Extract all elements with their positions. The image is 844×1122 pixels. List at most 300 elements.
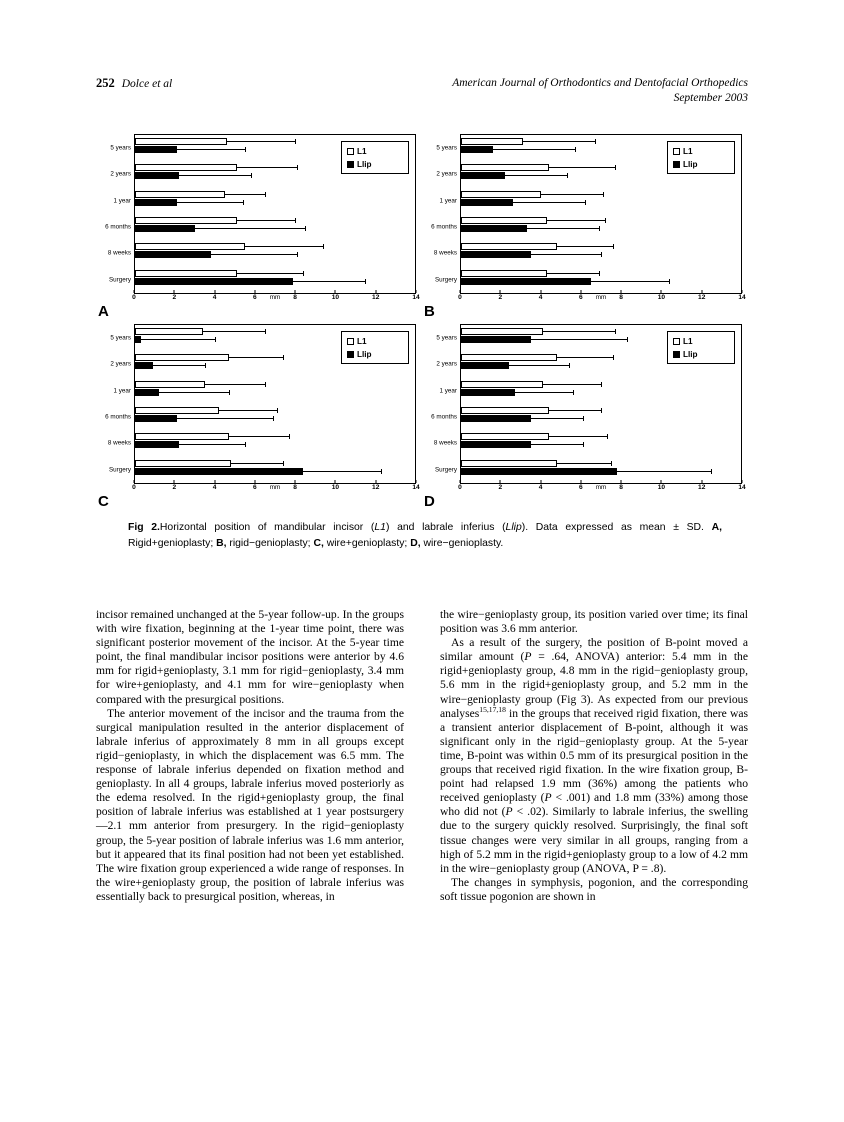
error-bar bbox=[177, 418, 273, 419]
error-bar bbox=[543, 384, 601, 385]
error-bar bbox=[541, 194, 603, 195]
error-bar-cap bbox=[305, 226, 306, 231]
error-bar bbox=[229, 436, 289, 437]
bar-l1 bbox=[461, 460, 557, 467]
error-bar bbox=[179, 175, 251, 176]
error-bar bbox=[237, 220, 295, 221]
x-axis-tick-label: 2 bbox=[498, 484, 503, 491]
error-bar bbox=[531, 444, 583, 445]
error-bar bbox=[523, 141, 595, 142]
panel-letter-b: B bbox=[424, 303, 435, 320]
error-bar bbox=[211, 254, 297, 255]
error-bar bbox=[231, 463, 283, 464]
x-axis-tick-label: 2 bbox=[498, 294, 503, 301]
error-bar bbox=[617, 471, 711, 472]
legend-label-llip: Llip bbox=[683, 160, 698, 169]
bar-group bbox=[135, 214, 415, 240]
x-axis-tick-label: 12 bbox=[698, 294, 706, 301]
x-axis-unit-label: mm bbox=[269, 484, 281, 491]
bar-group bbox=[135, 404, 415, 430]
x-axis-tickmark bbox=[295, 290, 296, 293]
y-axis-label: 6 months bbox=[105, 223, 131, 231]
column-right bbox=[440, 608, 748, 904]
x-axis-tick-label: 14 bbox=[412, 484, 420, 491]
error-bar-cap bbox=[575, 147, 576, 152]
error-bar-cap bbox=[273, 416, 274, 421]
error-bar bbox=[547, 273, 599, 274]
x-axis-tickmark bbox=[500, 480, 501, 483]
bar-llip bbox=[135, 468, 303, 475]
error-bar bbox=[591, 281, 669, 282]
legend-swatch-l1 bbox=[673, 148, 680, 155]
bar-llip bbox=[461, 146, 493, 153]
x-axis-tick-label: 6 bbox=[253, 294, 257, 301]
legend-swatch-llip bbox=[347, 351, 354, 358]
x-axis-tickmark bbox=[621, 480, 622, 483]
error-bar-cap bbox=[615, 329, 616, 334]
x-axis-tickmark bbox=[460, 290, 461, 293]
column-left bbox=[96, 608, 404, 904]
running-head-right bbox=[452, 76, 748, 106]
error-bar-cap bbox=[245, 442, 246, 447]
error-bar-cap bbox=[607, 434, 608, 439]
error-bar-cap bbox=[599, 271, 600, 276]
x-axis-tickmark bbox=[701, 290, 702, 293]
legend-label-l1: L1 bbox=[357, 147, 367, 156]
x-axis bbox=[132, 294, 420, 312]
error-bar bbox=[493, 149, 575, 150]
x-axis-tickmark bbox=[295, 480, 296, 483]
error-bar-cap bbox=[605, 218, 606, 223]
x-axis-tickmark bbox=[661, 480, 662, 483]
error-bar bbox=[237, 273, 303, 274]
bar-llip bbox=[135, 441, 179, 448]
bar-l1 bbox=[461, 164, 549, 171]
x-axis-tickmark bbox=[214, 290, 215, 293]
legend-label-l1: L1 bbox=[683, 147, 693, 156]
chart-row bbox=[431, 214, 741, 240]
x-axis-tick-label: 0 bbox=[458, 484, 462, 491]
error-bar-cap bbox=[297, 165, 298, 170]
x-axis-tick-label: 4 bbox=[538, 484, 543, 491]
error-bar bbox=[549, 167, 615, 168]
error-bar bbox=[177, 149, 245, 150]
running-head bbox=[96, 76, 748, 116]
x-axis-tick-label: 12 bbox=[698, 484, 706, 491]
error-bar-cap bbox=[265, 192, 266, 197]
bar-llip bbox=[461, 468, 617, 475]
error-bar bbox=[527, 228, 599, 229]
x-axis bbox=[458, 484, 746, 502]
legend-item-llip bbox=[673, 350, 731, 359]
error-bar bbox=[179, 444, 245, 445]
y-axis-label: 5 years bbox=[436, 144, 457, 152]
x-axis-tickmark bbox=[460, 480, 461, 483]
error-bar-cap bbox=[669, 279, 670, 284]
chart-row bbox=[105, 214, 415, 240]
y-axis-label: 5 years bbox=[436, 334, 457, 342]
bar-l1 bbox=[461, 354, 557, 361]
y-axis-label: Surgery bbox=[108, 276, 131, 284]
plot-area bbox=[105, 324, 416, 484]
error-bar-cap bbox=[295, 139, 296, 144]
error-bar bbox=[153, 365, 205, 366]
y-axis-label: 5 years bbox=[110, 334, 131, 342]
bar-llip bbox=[135, 146, 177, 153]
legend-swatch-l1 bbox=[347, 148, 354, 155]
bar-llip bbox=[461, 389, 515, 396]
bar-llip bbox=[461, 251, 531, 258]
error-bar bbox=[203, 331, 265, 332]
x-axis-tick-label: 10 bbox=[331, 484, 340, 491]
error-bar-cap bbox=[599, 226, 600, 231]
chart-row bbox=[107, 240, 415, 266]
error-bar bbox=[515, 392, 573, 393]
bar-llip bbox=[135, 415, 177, 422]
x-axis-tickmark bbox=[134, 480, 135, 483]
error-bar-cap bbox=[711, 469, 712, 474]
bar-group bbox=[461, 267, 741, 293]
x-axis-tick-label: 6 bbox=[579, 484, 583, 491]
bar-l1 bbox=[135, 328, 203, 335]
legend-label-llip: Llip bbox=[357, 160, 372, 169]
error-bar bbox=[557, 357, 613, 358]
chart-row bbox=[107, 430, 415, 456]
bar-llip bbox=[135, 199, 177, 206]
paragraph: the wire−genioplasty group, its position varied over time; its final position was 3.6 mm anterior. bbox=[440, 608, 748, 636]
y-axis-label: 6 months bbox=[105, 413, 131, 421]
error-bar-cap bbox=[365, 279, 366, 284]
legend-item-l1 bbox=[347, 147, 405, 156]
error-bar-cap bbox=[289, 434, 290, 439]
error-bar bbox=[543, 331, 615, 332]
bar-l1 bbox=[461, 328, 543, 335]
x-axis-tickmark bbox=[416, 480, 417, 483]
x-axis-tickmark bbox=[742, 290, 743, 293]
chart-row bbox=[105, 404, 415, 430]
x-axis-tickmark bbox=[540, 290, 541, 293]
error-bar bbox=[227, 141, 295, 142]
caption-panel-c-text: wire+genioplasty; bbox=[323, 537, 411, 549]
panel-letter-a: A bbox=[98, 303, 109, 320]
plot-area bbox=[431, 324, 742, 484]
error-bar-cap bbox=[251, 173, 252, 178]
y-axis-label: 2 years bbox=[436, 170, 457, 178]
x-axis-tick-label: 6 bbox=[253, 484, 257, 491]
bar-l1 bbox=[461, 270, 547, 277]
y-axis-label: 8 weeks bbox=[433, 439, 457, 447]
bar-group bbox=[135, 240, 415, 266]
x-axis-tickmark bbox=[742, 480, 743, 483]
y-axis-label: 1 year bbox=[113, 387, 131, 395]
error-bar bbox=[245, 246, 323, 247]
x-axis-tick-label: 10 bbox=[657, 484, 666, 491]
bar-group bbox=[135, 378, 415, 404]
bar-l1 bbox=[135, 354, 229, 361]
page-folio: 252 bbox=[96, 76, 115, 90]
caption-panel-c: C, bbox=[313, 537, 324, 549]
x-axis-unit-label: mm bbox=[595, 294, 607, 301]
error-bar-cap bbox=[601, 382, 602, 387]
error-bar-cap bbox=[613, 244, 614, 249]
chart-row bbox=[113, 378, 415, 404]
x-axis-tick-label: 8 bbox=[293, 294, 297, 301]
x-axis-tickmark bbox=[375, 290, 376, 293]
bar-group bbox=[461, 430, 741, 456]
legend-label-llip: Llip bbox=[683, 350, 698, 359]
y-axis-label: Surgery bbox=[434, 466, 457, 474]
bar-group bbox=[461, 240, 741, 266]
x-axis bbox=[458, 294, 746, 312]
y-axis-label: 2 years bbox=[436, 360, 457, 368]
legend-label-llip: Llip bbox=[357, 350, 372, 359]
x-axis-tick-label: 0 bbox=[132, 294, 136, 301]
y-axis-label: 5 years bbox=[110, 144, 131, 152]
error-bar bbox=[547, 220, 605, 221]
paragraph: The changes in symphysis, pogonion, and the corresponding soft tissue pogonion are shown in bbox=[440, 875, 748, 903]
running-head-authors: Dolce et al bbox=[121, 78, 173, 90]
error-bar-cap bbox=[283, 461, 284, 466]
bar-group bbox=[461, 378, 741, 404]
y-axis-label: 1 year bbox=[439, 387, 457, 395]
x-axis-tick-label: 4 bbox=[212, 484, 217, 491]
bar-group bbox=[135, 457, 415, 483]
chart-row bbox=[108, 457, 415, 483]
bar-l1 bbox=[461, 433, 549, 440]
legend-item-l1 bbox=[673, 337, 731, 346]
error-bar bbox=[549, 410, 601, 411]
caption-symbol-llip: Llip bbox=[505, 522, 522, 533]
y-axis-label: 8 weeks bbox=[433, 249, 457, 257]
chart-legend bbox=[667, 331, 735, 364]
x-axis-tick-label: 10 bbox=[331, 294, 340, 301]
error-bar bbox=[531, 339, 627, 340]
panel-letter-c: C bbox=[98, 493, 109, 510]
y-axis-label: 6 months bbox=[431, 413, 457, 421]
x-axis-tickmark bbox=[540, 480, 541, 483]
x-axis-tick-label: 14 bbox=[738, 484, 746, 491]
chart-legend bbox=[341, 141, 409, 174]
caption-panel-d: D, bbox=[410, 537, 421, 549]
legend-item-llip bbox=[673, 160, 731, 169]
x-axis-tickmark bbox=[254, 290, 255, 293]
bar-l1 bbox=[135, 460, 231, 467]
x-axis-tickmark bbox=[375, 480, 376, 483]
caption-panel-d-text: wire−genioplasty. bbox=[420, 537, 504, 549]
error-bar-cap bbox=[569, 363, 570, 368]
error-bar bbox=[509, 365, 569, 366]
x-axis-tick-label: 14 bbox=[412, 294, 420, 301]
error-bar-cap bbox=[601, 408, 602, 413]
y-axis-label: 1 year bbox=[439, 197, 457, 205]
error-bar bbox=[549, 436, 607, 437]
y-axis-label: 8 weeks bbox=[107, 249, 131, 257]
bar-l1 bbox=[135, 138, 227, 145]
error-bar-cap bbox=[627, 337, 628, 342]
error-bar-cap bbox=[283, 355, 284, 360]
journal-issue: September 2003 bbox=[673, 92, 748, 104]
x-axis bbox=[132, 484, 420, 502]
caption-symbol-l1: L1 bbox=[374, 522, 386, 533]
error-bar-cap bbox=[303, 271, 304, 276]
chart-row bbox=[434, 267, 741, 293]
x-axis-tickmark bbox=[335, 480, 336, 483]
error-bar-cap bbox=[297, 252, 298, 257]
chart-row bbox=[113, 188, 415, 214]
bar-llip bbox=[135, 251, 211, 258]
error-bar-cap bbox=[243, 200, 244, 205]
x-axis-tick-label: 4 bbox=[538, 294, 543, 301]
error-bar bbox=[293, 281, 365, 282]
chart-legend bbox=[341, 331, 409, 364]
legend-item-l1 bbox=[673, 147, 731, 156]
bar-llip bbox=[461, 415, 531, 422]
y-axis-label: 1 year bbox=[113, 197, 131, 205]
chart-row bbox=[433, 240, 741, 266]
x-axis-tickmark bbox=[134, 290, 135, 293]
chart-row bbox=[433, 430, 741, 456]
y-axis-label: 8 weeks bbox=[107, 439, 131, 447]
chart-grid bbox=[96, 130, 748, 510]
x-axis-tick-label: 8 bbox=[293, 484, 297, 491]
bar-l1 bbox=[461, 243, 557, 250]
x-axis-tickmark bbox=[416, 290, 417, 293]
chart-row bbox=[439, 378, 741, 404]
figure-caption bbox=[128, 520, 722, 551]
x-axis-tick-label: 8 bbox=[619, 484, 623, 491]
bar-l1 bbox=[135, 433, 229, 440]
x-axis-tickmark bbox=[580, 480, 581, 483]
error-bar bbox=[531, 254, 601, 255]
caption-label: Fig 2. bbox=[128, 522, 160, 533]
y-axis-label: 2 years bbox=[110, 360, 131, 368]
bar-l1 bbox=[135, 164, 237, 171]
x-axis-tick-label: 8 bbox=[619, 294, 623, 301]
bar-group bbox=[135, 188, 415, 214]
bar-l1 bbox=[461, 217, 547, 224]
figure-2 bbox=[96, 130, 748, 510]
bar-l1 bbox=[135, 381, 205, 388]
y-axis-label: Surgery bbox=[434, 276, 457, 284]
error-bar-cap bbox=[585, 200, 586, 205]
paragraph: incisor remained unchanged at the 5-year follow-up. In the groups with wire fixation, beginning at the 1-year time point, there was significant posterior movement of the incisor. At the 5-year time point, the final mandibular incisor positions were anterior by 4.6 mm for rigid+genioplasty, 3.1 mm for rigid−genioplasty, 3.4 mm for wire+genioplasty, and 4.1 mm for wire−genioplasty when compared with the presurgical positions. bbox=[96, 608, 404, 706]
x-axis-unit-label: mm bbox=[269, 294, 281, 301]
error-bar-cap bbox=[583, 416, 584, 421]
error-bar-cap bbox=[603, 192, 604, 197]
legend-item-l1 bbox=[347, 337, 405, 346]
error-bar bbox=[225, 194, 265, 195]
x-axis-tickmark bbox=[661, 290, 662, 293]
caption-text-3: ). Data expressed as mean ± SD. bbox=[521, 522, 712, 533]
x-axis-tick-label: 0 bbox=[458, 294, 462, 301]
caption-text-2: ) and labrale inferius ( bbox=[385, 522, 506, 533]
chart-panel-c bbox=[96, 320, 422, 510]
x-axis-tick-label: 4 bbox=[212, 294, 217, 301]
error-bar-cap bbox=[381, 469, 382, 474]
plot-area bbox=[431, 134, 742, 294]
x-axis-tick-label: 6 bbox=[579, 294, 583, 301]
error-bar bbox=[505, 175, 567, 176]
error-bar bbox=[557, 463, 611, 464]
x-axis-tickmark bbox=[335, 290, 336, 293]
paragraph: The anterior movement of the incisor and the trauma from the surgical manipulation resulted in the anterior displacement of labrale inferius of approximately 8 mm in all groups except rigid−genioplasty, in which the displacement was 6.5 mm. The response of labrale inferius depended on fixation method and genioplasty. In all 4 groups, labrale inferius moved posteriorly as the edema resolved. In the rigid+genioplasty group, the final position of labrale inferius was established at 1 year postsurgery—2.1 mm anterior from presurgery. In the rigid−genioplasty group, the 5-year position of labrale inferius was 1.6 mm anterior, but it appeared that its final position had not been yet established. The wire fixation group experienced a wide range of responses. In the wire+genioplasty group, the position of labrale inferius was essentially back to presurgical position, whereas, in bbox=[96, 706, 404, 903]
x-axis-tick-label: 0 bbox=[132, 484, 136, 491]
error-bar bbox=[557, 246, 613, 247]
chart-panel-a bbox=[96, 130, 422, 320]
error-bar bbox=[159, 392, 229, 393]
x-axis-tickmark bbox=[214, 480, 215, 483]
error-bar-cap bbox=[601, 252, 602, 257]
x-axis-tickmark bbox=[580, 290, 581, 293]
bar-group bbox=[135, 267, 415, 293]
bar-llip bbox=[461, 225, 527, 232]
error-bar-cap bbox=[215, 337, 216, 342]
caption-panel-a-text: Rigid+genioplasty; bbox=[128, 537, 217, 549]
x-axis-tickmark bbox=[254, 480, 255, 483]
x-axis-tickmark bbox=[174, 290, 175, 293]
bar-llip bbox=[461, 441, 531, 448]
chart-panel-b bbox=[422, 130, 748, 320]
error-bar-cap bbox=[611, 461, 612, 466]
bar-group bbox=[135, 430, 415, 456]
bar-l1 bbox=[135, 191, 225, 198]
x-axis-tickmark bbox=[174, 480, 175, 483]
bar-llip bbox=[135, 389, 159, 396]
bar-l1 bbox=[461, 407, 549, 414]
error-bar bbox=[531, 418, 583, 419]
y-axis-label: Surgery bbox=[108, 466, 131, 474]
bar-llip bbox=[461, 362, 509, 369]
legend-swatch-llip bbox=[673, 351, 680, 358]
bar-l1 bbox=[135, 243, 245, 250]
error-bar-cap bbox=[567, 173, 568, 178]
bar-group bbox=[461, 214, 741, 240]
error-bar-cap bbox=[583, 442, 584, 447]
error-bar-cap bbox=[265, 329, 266, 334]
error-bar-cap bbox=[613, 355, 614, 360]
legend-swatch-l1 bbox=[347, 338, 354, 345]
caption-panel-a: A, bbox=[711, 522, 722, 533]
legend-item-llip bbox=[347, 350, 405, 359]
panel-letter-d: D bbox=[424, 493, 435, 510]
legend-item-llip bbox=[347, 160, 405, 169]
legend-label-l1: L1 bbox=[357, 337, 367, 346]
chart-panel-d bbox=[422, 320, 748, 510]
error-bar bbox=[237, 167, 297, 168]
bar-llip bbox=[135, 278, 293, 285]
bar-l1 bbox=[461, 191, 541, 198]
error-bar-cap bbox=[265, 382, 266, 387]
bar-l1 bbox=[135, 407, 219, 414]
legend-swatch-llip bbox=[673, 161, 680, 168]
x-axis-tick-label: 2 bbox=[172, 294, 177, 301]
bar-llip bbox=[135, 362, 153, 369]
error-bar bbox=[177, 202, 243, 203]
x-axis-tick-label: 10 bbox=[657, 294, 666, 301]
legend-label-l1: L1 bbox=[683, 337, 693, 346]
error-bar bbox=[303, 471, 381, 472]
error-bar-cap bbox=[323, 244, 324, 249]
body-text bbox=[96, 608, 748, 904]
x-axis-tickmark bbox=[621, 290, 622, 293]
legend-swatch-llip bbox=[347, 161, 354, 168]
error-bar bbox=[141, 339, 215, 340]
journal-title: American Journal of Orthodontics and Dentofacial Orthopedics bbox=[452, 77, 748, 89]
error-bar bbox=[513, 202, 585, 203]
bar-l1 bbox=[461, 138, 523, 145]
error-bar bbox=[229, 357, 283, 358]
x-axis-tickmark bbox=[500, 290, 501, 293]
